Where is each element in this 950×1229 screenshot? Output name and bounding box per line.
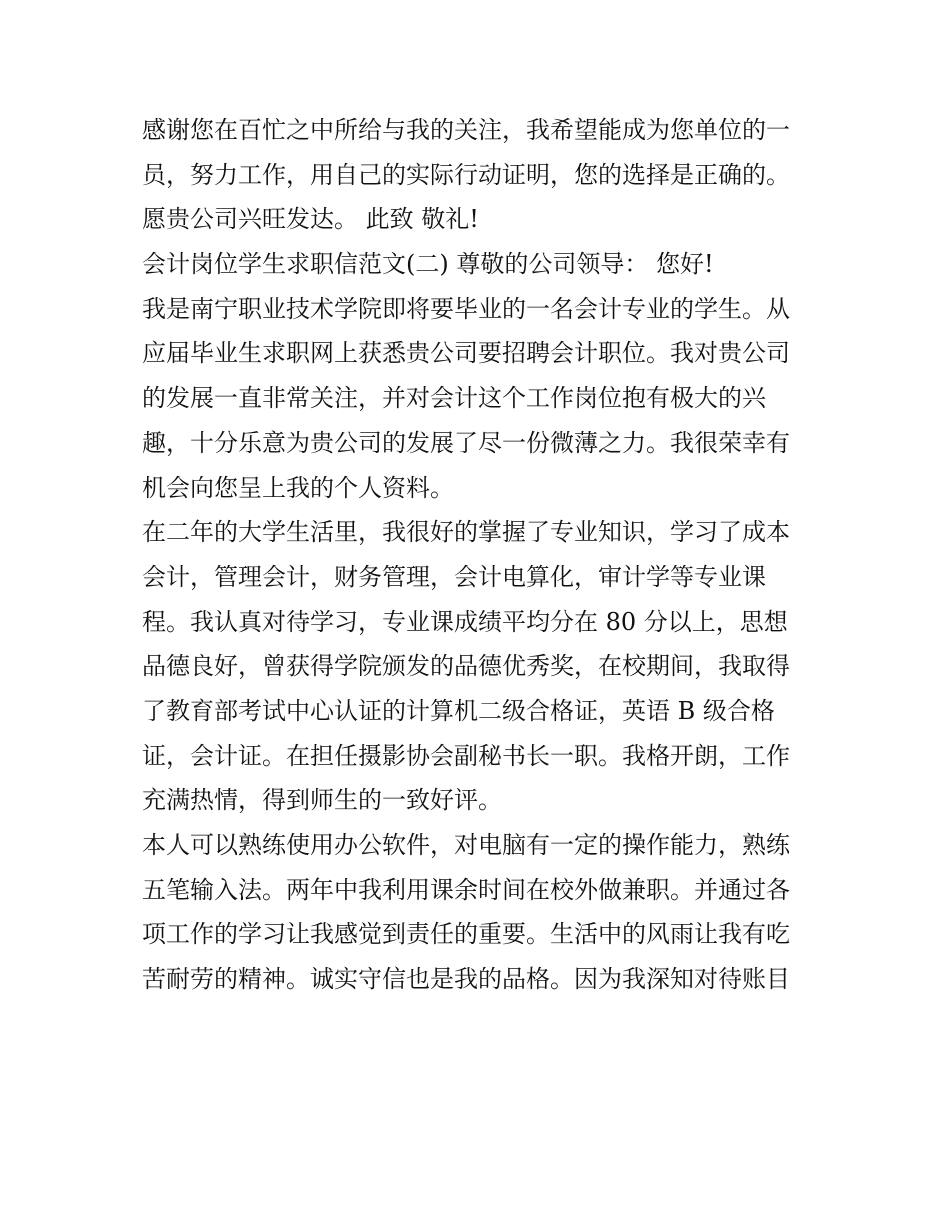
text-line: 会计，管理会计，财务管理，会计电算化，审计学等专业课 bbox=[142, 562, 766, 591]
text-line: 苦耐劳的精神。诚实守信也是我的品格。因为我深知对待账目 bbox=[142, 965, 790, 994]
text-line: 应届毕业生求职网上获悉贵公司要招聘会计职位。我对贵公司 bbox=[142, 339, 790, 368]
text-line: 愿贵公司兴旺发达。 此致 敬礼! bbox=[142, 205, 479, 234]
text-line: 项工作的学习让我感觉到责任的重要。生活中的风雨让我有吃 bbox=[142, 920, 790, 949]
text-line: 在二年的大学生活里，我很好的掌握了专业知识，学习了成本 bbox=[142, 518, 790, 547]
text-line: 员，努力工作，用自己的实际行动证明，您的选择是正确的。 bbox=[142, 160, 790, 189]
text-line: 了教育部考试中心认证的计算机二级合格证，英语 B 级合格 bbox=[142, 696, 775, 725]
text-line: 充满热情，得到师生的一致好评。 bbox=[142, 786, 502, 815]
text-line: 我是南宁职业技术学院即将要毕业的一名会计专业的学生。从 bbox=[142, 294, 790, 323]
text-line: 程。我认真对待学习，专业课成绩平均分在 80 分以上，思想 bbox=[142, 607, 788, 636]
text-line: 品德良好，曾获得学院颁发的品德优秀奖，在校期间，我取得 bbox=[142, 652, 790, 681]
text-line: 本人可以熟练使用办公软件，对电脑有一定的操作能力，熟练 bbox=[142, 831, 790, 859]
text-line: 证，会计证。在担任摄影协会副秘书长一职。我格开朗，工作 bbox=[142, 741, 790, 770]
text-line: 五笔输入法。两年中我利用课余时间在校外做兼职。并通过各 bbox=[142, 875, 790, 904]
text-line: 趣，十分乐意为贵公司的发展了尽一份微薄之力。我很荣幸有 bbox=[142, 428, 790, 457]
letter-body bbox=[142, 108, 822, 1002]
text-line: 感谢您在百忙之中所给与我的关注，我希望能成为您单位的一 bbox=[142, 116, 790, 144]
text-line: 机会向您呈上我的个人资料。 bbox=[142, 473, 454, 502]
text-line: 的发展一直非常关注，并对会计这个工作岗位抱有极大的兴 bbox=[142, 384, 766, 413]
text-line: 会计岗位学生求职信范文(二) 尊敬的公司领导： 您好! bbox=[142, 250, 714, 279]
